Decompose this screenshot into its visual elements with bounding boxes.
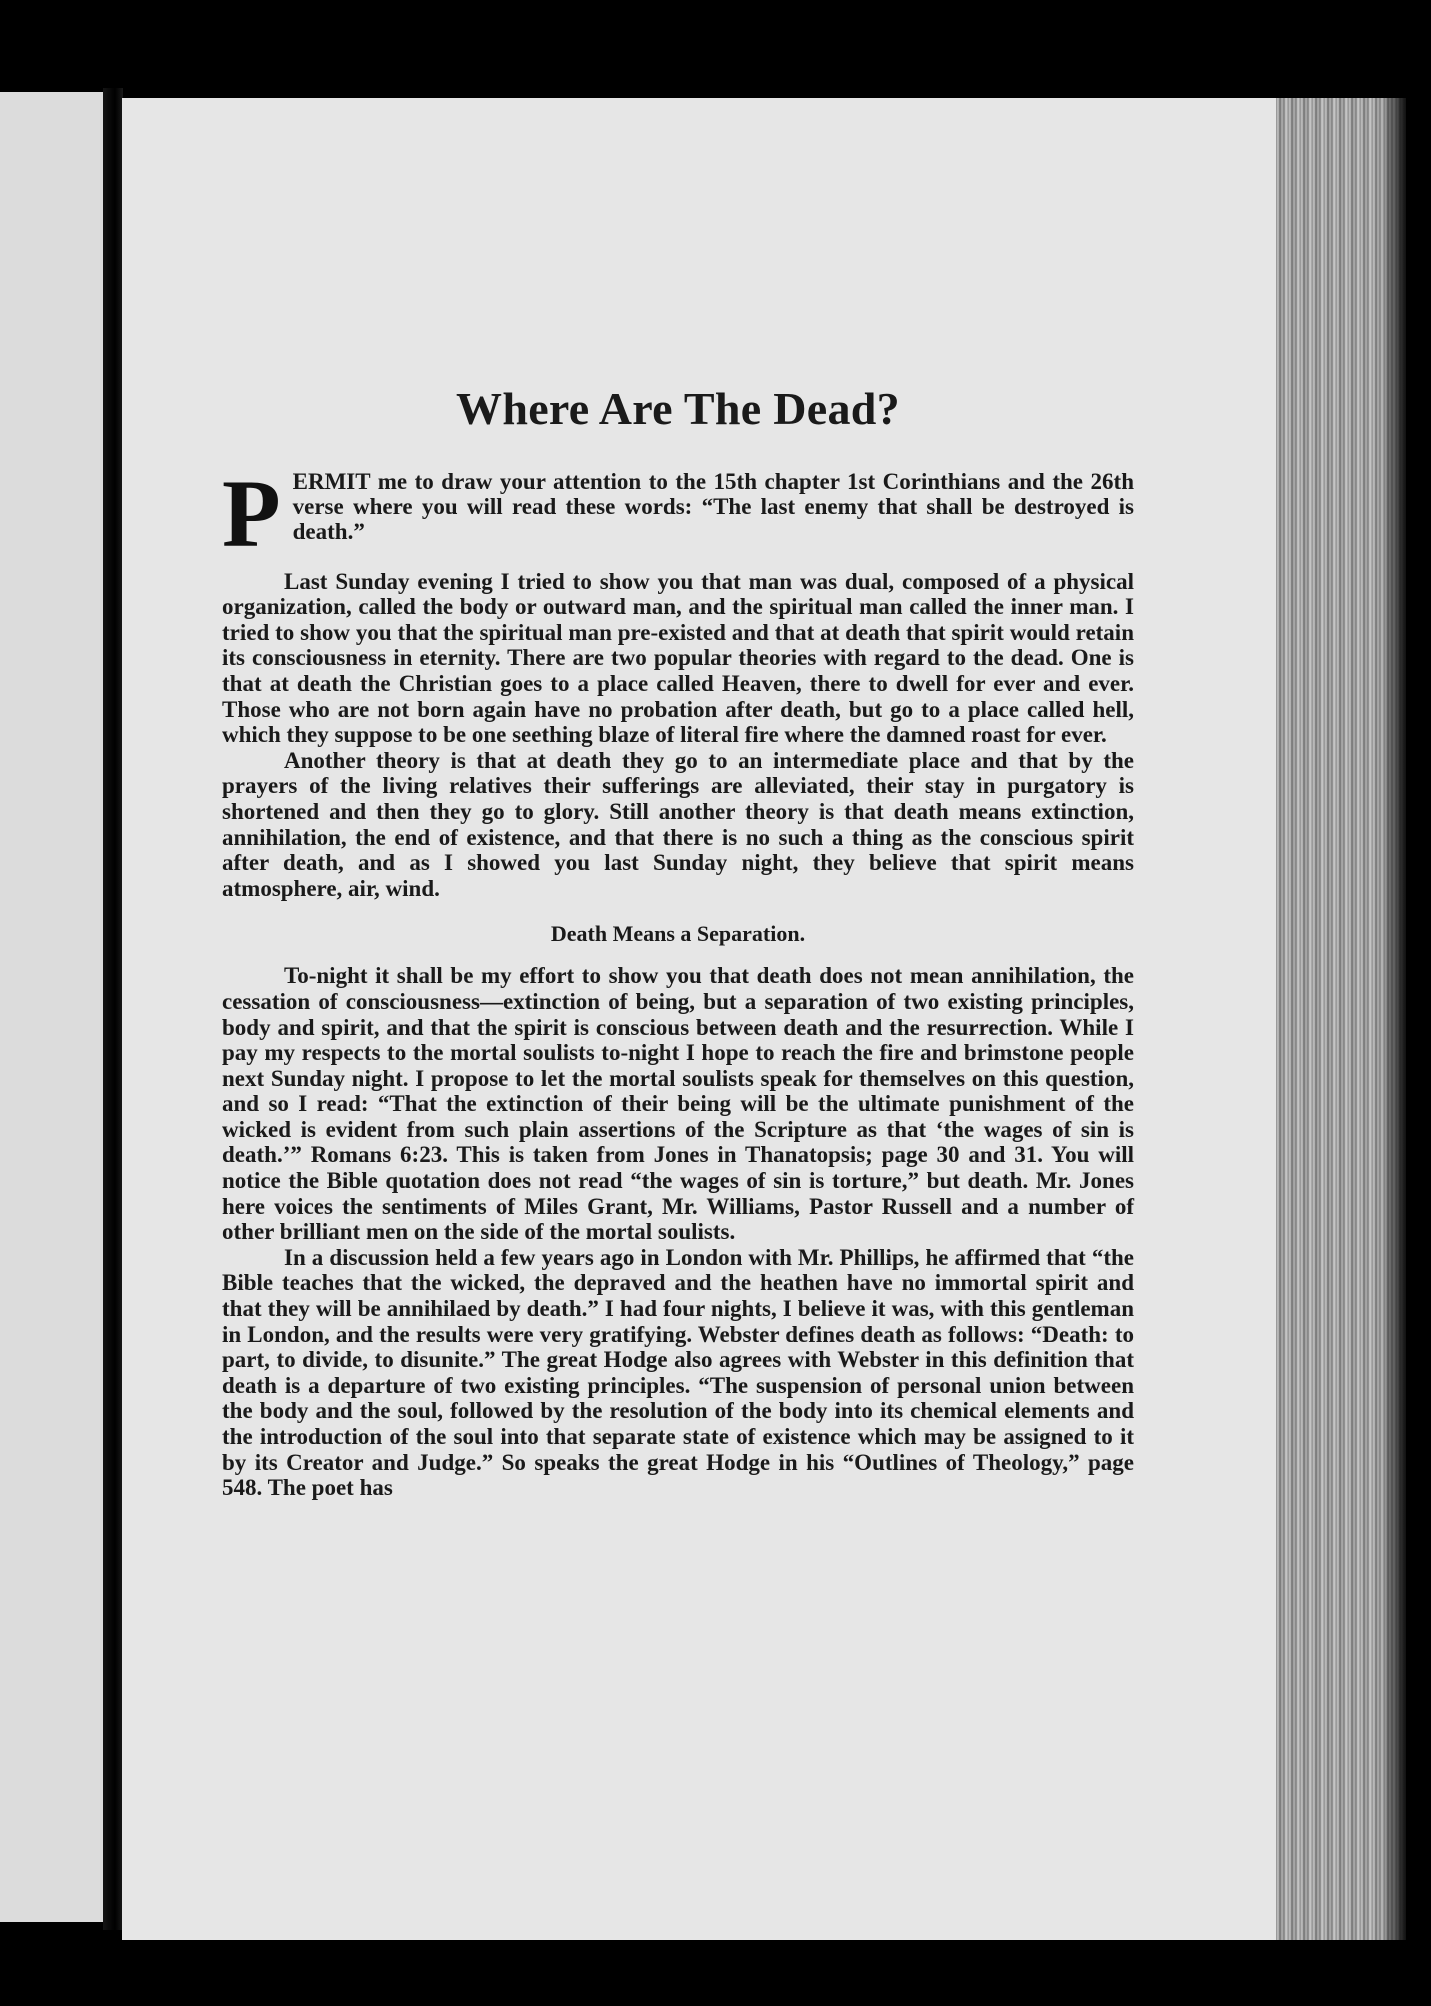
page-title: Where Are The Dead?	[456, 383, 900, 434]
body-paragraph: To-night it shall be my effort to show you that death does not mean annihilation, the cessation of consciousness—extinction of being, but a separation of two existing principles, body and spirit, and that the spirit is conscious between death and the resurrection. While I pay my respects to the mortal soulists to-night I hope to reach the fire and brimstone people next Sunday night. I propose to let the mortal soulists speak for themselves on this question, and so I read: “That the extinction of their being will be the ultimate punishment of the wicked is evident from such plain assertions of the Scripture as that ‘the wages of sin is death.’” Romans 6:23. This is taken from Jones in Thanatopsis; page 30 and 31. You will notice the Bible quotation does not read “the wages of sin is torture,” but death. Mr. Jones here voices the sentiments of Miles Grant, Mr. Williams, Pastor Russell and a number of other brilliant men on the side of the mortal soulists.	[222, 963, 1134, 1245]
section-heading: Death Means a Separation.	[550, 921, 806, 947]
body-paragraph: Last Sunday evening I tried to show you that man was dual, composed of a physical organization, called the body or outward man, and the spiritual man called the inner man. I tried to show you that the spiritual man pre-existed and that at death that spirit would retain its consciousness in eternity. There are two popular theories with regard to the dead. One is that at death the Christian goes to a place called Heaven, there to dwell for ever and ever. Those who are not born again have no probation after death, but go to a place called hell, which they suppose to be one seething blaze of literal fire where the damned roast for ever.	[222, 568, 1134, 748]
intro-paragraph	[222, 459, 1134, 569]
left-page-edge	[0, 92, 106, 1922]
body-paragraph: Another theory is that at death they go to an intermediate place and that by the prayers of the living relatives their sufferings are alleviated, their stay in purgatory is shortened and then they go to glory. Still another theory is that death means extinction, annihilation, the end of existence, and that there is no such a thing as the conscious spirit after death, and as I showed you last Sunday night, they believe that spirit means atmosphere, air, wind.	[222, 747, 1134, 901]
intro-text: ERMIT me to draw your attention to the 15th chapter 1st Corinthians and the 26th verse where you will read these words: “The last enemy that shall be destroyed is death.”	[292, 468, 1134, 544]
drop-cap: P	[222, 459, 281, 567]
body-paragraph: In a discussion held a few years ago in London with Mr. Phillips, he affirmed that “the Bible teaches that the wicked, the depraved and the heathen have no immortal spirit and that they will be annihilaed by death.” I had four nights, I believe it was, with this gentleman in London, and the results were very gratifying. Webster defines death as follows: “Death: to part, to divide, to disunite.” The great Hodge also agrees with Webster in this definition that death is a departure of two existing principles. “The suspension of personal union between the body and the soul, followed by the resolution of the body into its chemical elements and the introduction of the soul into that separate state of existence which may be assigned to it by its Creator and Judge.” So speaks the great Hodge in his “Outlines of Theology,” page 548. The poet has	[222, 1244, 1134, 1501]
page-content	[222, 384, 1134, 1501]
book-gutter	[103, 88, 123, 1930]
page-stack-edge	[1276, 98, 1406, 1940]
